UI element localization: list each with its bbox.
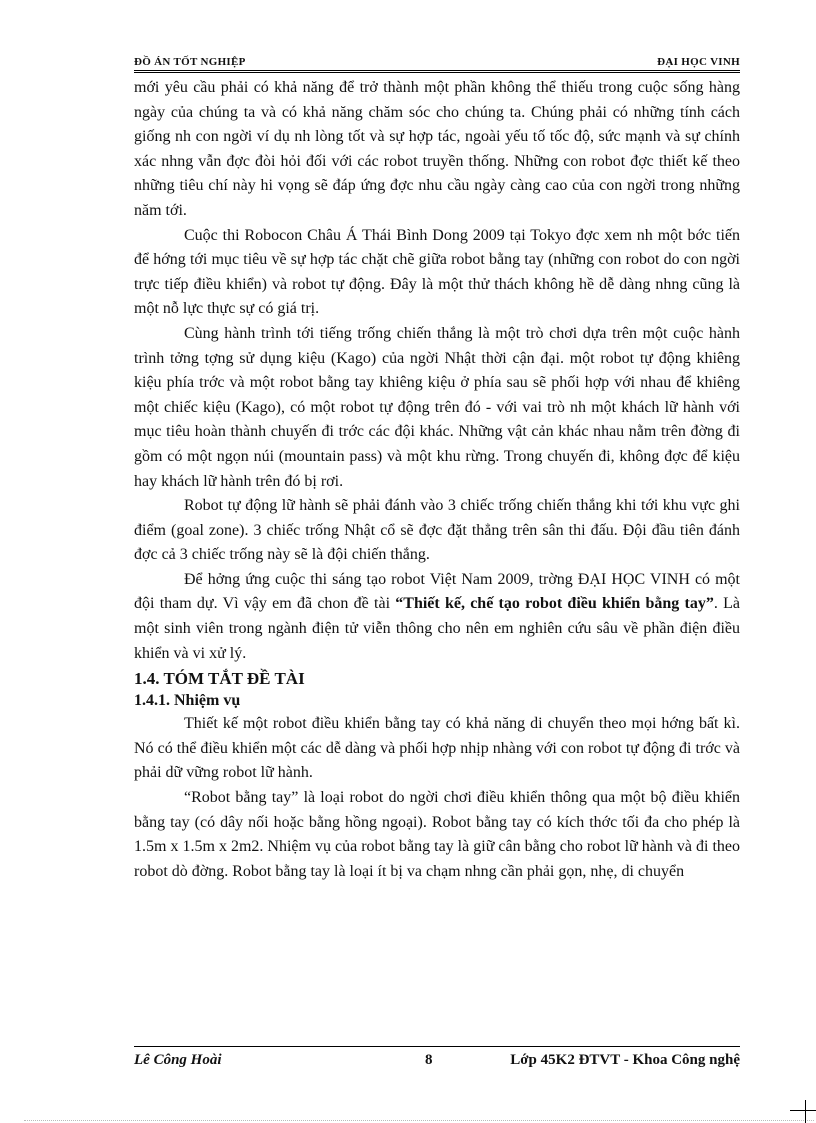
paragraph-7: “Robot bằng tay” là loại robot do ngời chơi điều khiển thông qua một bộ điều khiển bằng tay (có dây nối hoặc bằng hồng ngoại). Robot bằng tay có kích thớc tối đa cho phép là 1.5m x 1.5m x 2m2. Nhiệm vụ của robot bằng tay là giữ cân bằng cho robot lữ hành và đi theo robot dò đờng. Robot bằng tay là loại ít bị va chạm nhng cần phải gọn, nhẹ, di chuyển (134, 789, 740, 880)
subsection-heading: 1.4.1. Nhiệm vụ (134, 692, 241, 710)
crop-mark-horizontal (790, 1110, 816, 1111)
paragraph-6: Thiết kế một robot điều khiển bằng tay có khả năng di chuyển theo mọi hớng bất kì. Nó có thể điều khiển một các dễ dàng và phối hợp nhịp nhàng với con robot tự động đi trớc và phải dữ vững robot lữ hành. (134, 715, 740, 782)
page-number: 8 (425, 1052, 433, 1068)
page-edge-dotted-line (24, 1120, 814, 1121)
footer-class-info: Lớp 45K2 ĐTVT - Khoa Công nghệ (510, 1052, 740, 1068)
paragraph-1: mới yêu cầu phải có khả năng để trở thành một phần không thể thiếu trong cuộc sống hàng ngày của chúng ta và có khả năng chăm sóc cho chúng ta. Chúng phải có những tính cách giống nh con ngời ví dụ nh lòng tốt và sự hợp tác, ngoài yếu tố tốc độ, sức mạnh và sự chính xác nhng vẫn đợc đòi hỏi đối với các robot truyền thống. Những con robot đợc thiết kế theo những tiêu chí này hi vọng sẽ đáp ứng đợc nhu cầu ngày càng cao của con ngời trong những năm tới. (134, 79, 740, 219)
footer-divider (134, 1046, 740, 1047)
document-body (134, 76, 740, 884)
page-footer (134, 1052, 740, 1074)
crop-mark-vertical (805, 1100, 806, 1123)
paragraph-2: Cuộc thi Robocon Châu Á Thái Bình Dong 2009 tại Tokyo đợc xem nh một bớc tiến để hớng tới mục tiêu về sự hợp tác chặt chẽ giữa robot bằng tay (những con robot do con ngời trực tiếp điều khiển) và robot tự động. Đây là một thử thách không hề dễ dàng nhng cũng là một nỗ lực thực sự có giá trị. (134, 226, 740, 318)
paragraph-5 (134, 568, 740, 666)
header-university: ĐẠI HỌC VINH (657, 56, 740, 68)
thesis-topic-title: “Thiết kế, chế tạo robot điều khiển bằng tay” (395, 595, 714, 613)
header-divider (134, 70, 740, 73)
paragraph-5-text-a: Để hởng ứng cuộc thi sáng tạo robot Việt Nam 2009, trờng ĐẠI HỌC VINH có một đội tham dự. Vì vậy em đã chon đề tài (134, 570, 740, 613)
footer-author: Lê Công Hoài (134, 1052, 222, 1068)
paragraph-3: Cùng hành trình tới tiếng trống chiến thắng là một trò chơi dựa trên một cuộc hành trình tởng tợng sử dụng kiệu (Kago) của ngời Nhật thời cận đại. một robot tự động khiêng kiệu phía trớc và một robot bằng tay khiêng kiệu ở phía sau sẽ phối hợp với nhau để khiêng một chiếc kiệu (Kago), có một robot tự động trên đó - với vai trò nh một khách lữ hành với mục tiêu hoàn thành chuyến đi trớc các đội khác. Những vật cản khác nhau nằm trên đờng đi gồm có một ngọn núi (mountain pass) và một khu rừng. Trong chuyến đi, không đợc để kiệu hay khách lữ hành trên đó bị rơi. (134, 324, 740, 490)
header-thesis-title: ĐỒ ÁN TỐT NGHIỆP (134, 56, 246, 68)
paragraph-4: Robot tự động lữ hành sẽ phải đánh vào 3 chiếc trống chiến thắng khi tới khu vực ghi điểm (goal zone). 3 chiếc trống Nhật cổ sẽ đợc đặt thẳng trên sân thi đấu. Đội đầu tiên đánh đợc cả 3 chiếc trống này sẽ là đội chiến thắng. (134, 497, 740, 564)
paragraph-5-text-b: . Là một sinh viên trong ngành điện tử viễn thông cho nên em nghiên cứu sâu về phần điện điều khiển và vi xử lý. (134, 595, 741, 662)
section-heading: 1.4. TÓM TẮT ĐỀ TÀI (134, 669, 305, 689)
